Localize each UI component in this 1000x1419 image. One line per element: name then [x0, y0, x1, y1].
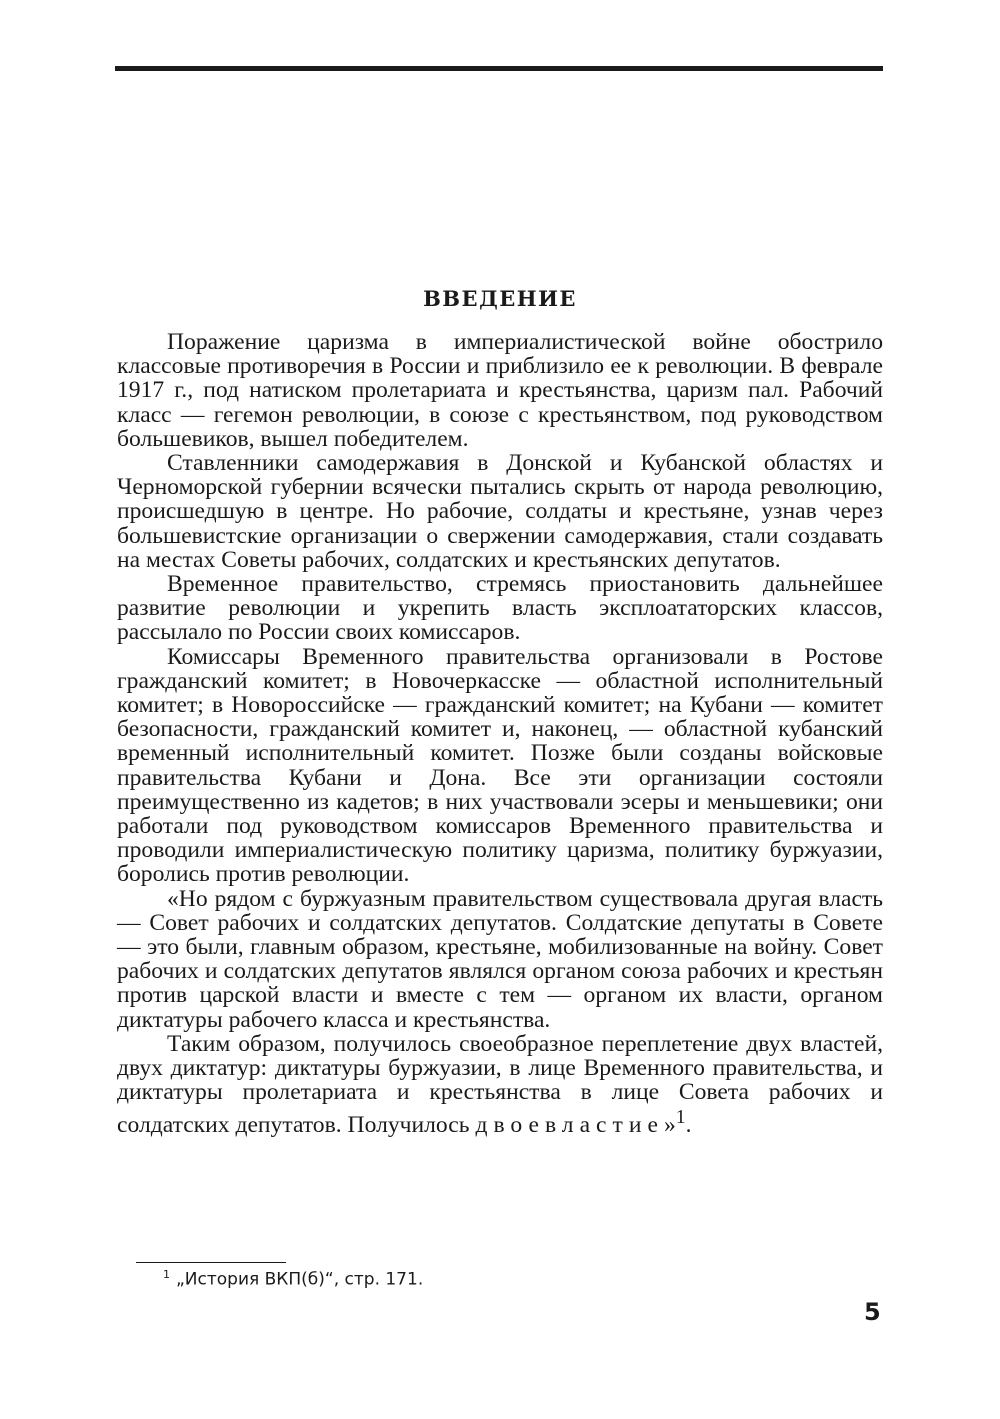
- paragraph-6-text: Таким образом, получилось своеобразное переплетение двух властей, двух диктатур: диктатуры буржуазии, в лице Временного правительства, и диктатуры пролетариата и крестьянства в лице Совета рабочих и солдатских депутатов. Получилось: [117, 1030, 883, 1138]
- closing-quote: »: [663, 1111, 676, 1138]
- top-rule: [115, 66, 883, 71]
- paragraph-3: Временное правительство, стремясь приостановить дальнейшее развитие революции и укрепить власть эксплоататорских классов, рассылало по России своих комиссаров.: [117, 571, 883, 646]
- paragraph-1: Поражение царизма в империалистической войне обострило классовые противоречия в России и приблизило ее к революции. В феврале 1917 г., под натиском пролетариата и крестьянства, царизм пал. Рабочий класс — гегемон революции, в союзе с крестьянством, под руководством большевиков, вышел победителем.: [117, 329, 883, 452]
- paragraph-4: Комиссары Временного правительства организовали в Ростове гражданский комитет; в Новочеркасске — областной исполнительный комитет; в Новороссийске — гражданский комитет; на Кубани — комитет безопасности, гражданский комитет и, наконец, — областной кубанский временный исполнительный комитет. Позже были созданы войсковые правительства Кубани и Дона. Все эти организации состояли преимущественно из кадетов; в них участвовали эсеры и меньшевики; они работали под руководством комиссаров Временного правительства и проводили империалистическую политику царизма, политику буржуазии, боролись против революции.: [117, 643, 883, 888]
- emphasis-word: двоевластие: [475, 1111, 664, 1138]
- footnote-divider: [136, 1262, 286, 1263]
- footnote: [163, 1268, 423, 1290]
- main-text: [117, 330, 883, 1137]
- footnote-ref: 1: [675, 1105, 686, 1128]
- paragraph-2: Ставленники самодержавия в Донской и Кубанской областях и Черноморской губернии всячески пытались скрыть от народа революцию, происшедшую в центре. Но рабочие, солдаты и крестьяне, узнав через большевистские организации о свержении самодержавия, стали создавать на местах Советы рабочих, солдатских и крестьянских депутатов.: [117, 450, 883, 573]
- page-number: 5: [864, 1298, 881, 1326]
- footnote-text: „История ВКП(б)“, стр. 171.: [176, 1269, 424, 1290]
- paragraph-6: Таким образом, получилось своеобразное переплетение двух властей, двух диктатур: диктатуры буржуазии, в лице Временного правительства, и диктатуры пролетариата и крестьянства в лице Совета рабочих и солдатских депутатов. Получилось двоевластие»$^1$.: [117, 1030, 883, 1138]
- paragraph-5: «Но рядом с буржуазным правительством существовала другая власть — Совет рабочих и солдатских депутатов. Солдатские депутаты в Совете — это были, главным образом, крестьяне, мобилизованные на войну. Совет рабочих и солдатских депутатов являлся органом союза рабочих и крестьян против царской власти и вместе с тем — органом их власти, органом диктатуры рабочего класса и крестьянства.: [117, 885, 883, 1033]
- footnote-number: 1: [163, 1268, 170, 1281]
- page-title: ВВЕДЕНИЕ: [423, 286, 577, 311]
